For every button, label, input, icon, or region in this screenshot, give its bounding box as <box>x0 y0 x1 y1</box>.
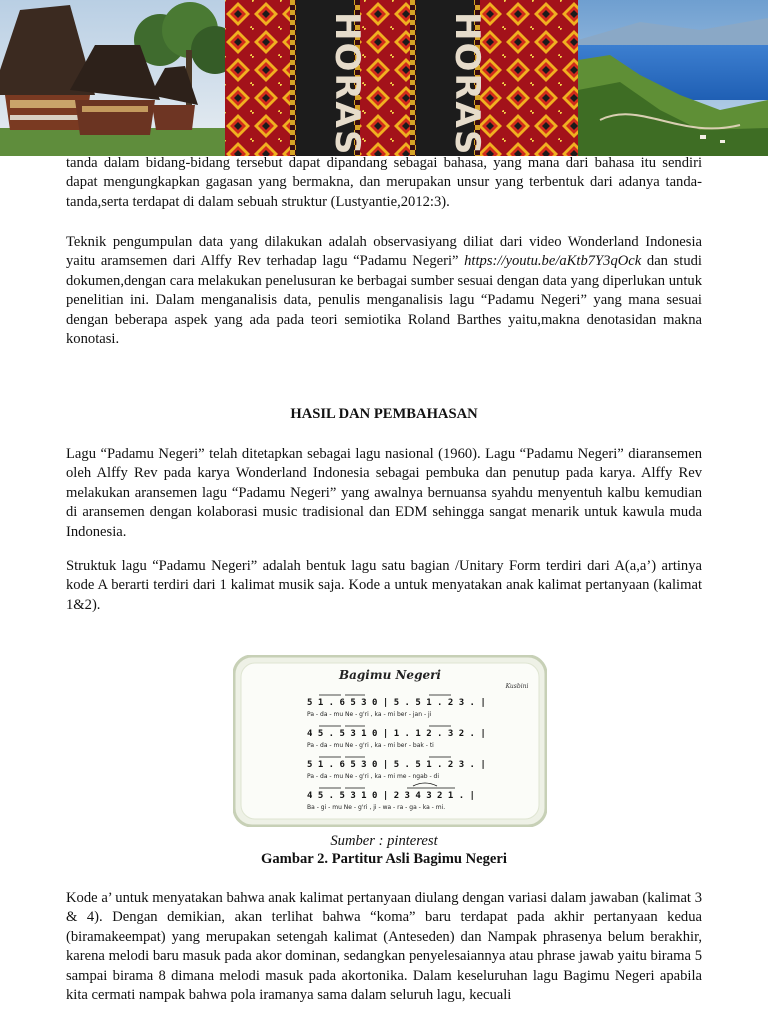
paragraph-method <box>66 233 702 349</box>
figure-caption: Gambar 2. Partitur Asli Bagimu Negeri <box>261 851 507 867</box>
score-row-1-notes: 5 1 . 6 5 3 0 | 5 . 5 1 . 2 3 . | <box>307 698 486 708</box>
paragraph-results: Lagu “Padamu Negeri” telah ditetapkan sebagai lagu nasional (1960). Lagu “Padamu Negeri” diaransemen oleh Alffy Rev pada karya Wonderland Indonesia sebagai pembuka dan penutup pada karya. Alffy Rev melakukan aransemen lagu “Padamu Negeri” yang awalnya bernuansa syahdu menyentuh kalbu kemudian di aransemen dengan kolaborasi music tradisional dan EDM sehingga sangat menarik untuk kawula muda Indonesia. <box>66 446 702 540</box>
section-heading: HASIL DAN PEMBAHASAN <box>290 406 478 422</box>
score-row-1-lyrics: Pa - da - mu Ne - g'ri , ka - mi ber - jan - ji <box>307 711 432 718</box>
score-row-3-notes: 5 1 . 6 5 3 0 | 5 . 5 1 . 2 3 . | <box>307 760 486 770</box>
sheet-music-figure <box>233 655 547 827</box>
paragraph-structure: Struktuk lagu “Padamu Negeri” adalah bentuk lagu satu bagian /Unitary Form terdiri dari A(a,a’) artinya kode A berarti terdiri dari 1 kalimat musik saja. Kode a untuk menyatakan anak kalimat pertanyaan (kalimat 1&2). <box>66 558 702 613</box>
video-link[interactable]: https://youtu.be/aKtb7Y3qOck <box>464 253 642 270</box>
sheet-music-image <box>233 655 547 827</box>
figure-source: Sumber : pinterest <box>330 833 438 849</box>
score-row-4-notes: 4 5 . 5 3 1 0 | 2 3 4 3 2 1 . | <box>307 791 475 801</box>
paragraph-theory: tanda dalam bidang-bidang tersebut dapat dipandang sebagai bahasa, yang mana dari bahasa itu sendiri dapat mengungkapkan gagasan yang bermakna, dan merupakan unsur yang terbentuk dari adanya tanda-tanda,serta terdapat di dalam sebuah struktur (Lustyantie,2012:3). <box>66 155 702 210</box>
banner-word-right: HORAS <box>447 12 487 156</box>
score-row-4-lyrics: Ba - gi - mu Ne - g'ri , ji - wa - ra - ga - ka - mi. <box>307 804 446 811</box>
score-row-2-notes: 4 5 . 5 3 1 0 | 1 . 1 2 . 3 2 . | <box>307 729 486 739</box>
banner-illustration <box>0 0 768 156</box>
banner-word-left: HORAS <box>327 12 367 156</box>
score-composer: Kusbini <box>505 683 529 690</box>
paragraph-analysis: Kode a’ untuk menyatakan bahwa anak kalimat pertanyaan diulang dengan variasi dalam jawaban (kalimat 3 & 4). Dengan demikian, akan terlihat bahwa “koma” baru terdapat pada akhir pertanyaan kedua (biramakeempat) yang merupakan setengah kalimat (Anteseden) dan Nampak phrasenya belum berakhir, karena melodi baru masuk pada akor dominan, sedangkan penyelesaiannya atau phrase jawab yaitu birama 5 sampai birama 8 dimana melodi masuk pada akortonika. Dalam keseluruhan lagu Bagimu Negeri apabila kita cermati nampak bahwa pola iramanya sama dalam seluruh lagu, kecuali <box>66 890 702 1004</box>
header-banner <box>0 0 768 156</box>
paragraph-method-text-b: dan studi dokumen,dengan cara melakukan penelusuran ke berbagai sumber sesuai dengan data yang diperlukan untuk penelitian ini. Dalam menganalisis data, penulis menganalisis lagu “Padamu Negeri” yang mana sesuai dengan beberapa aspek yang ada pada teori semiotika Roland Barthes yaitu,makna denotasidan makna konotasi. <box>66 253 702 348</box>
score-title: Bagimu Negeri <box>339 668 441 682</box>
paragraph-method-text-a: Teknik pengumpulan data yang dilakukan adalah observasiyang diliat dari video Wonderland Indonesia yaitu aramsemen dari Alffy Rev terhadap lagu “Padamu Negeri” <box>66 234 702 270</box>
score-row-3-lyrics: Pa - da - mu Ne - g'ri , ka - mi me - ngab - di <box>307 773 440 780</box>
score-row-2-lyrics: Pa - da - mu Ne - g'ri , ka - mi ber - bak - ti <box>307 742 434 749</box>
